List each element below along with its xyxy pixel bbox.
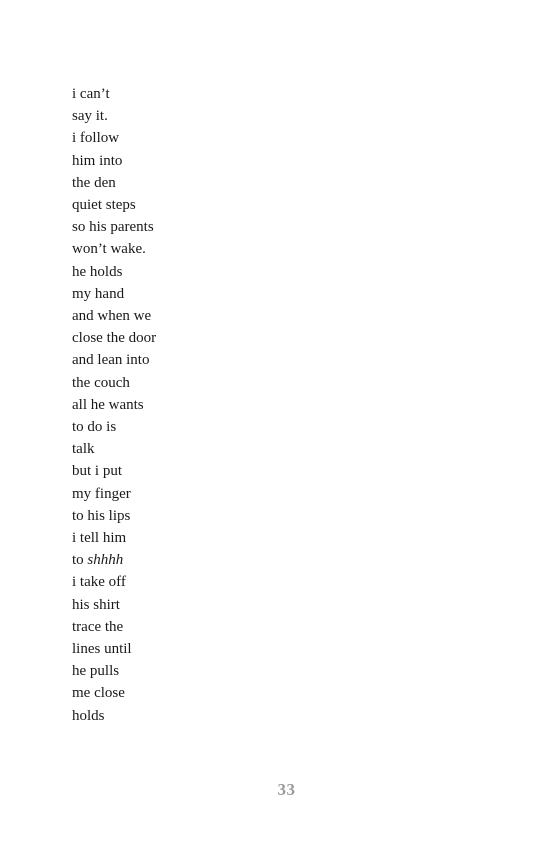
- poem-line: but i put: [72, 463, 123, 480]
- poem-line: he holds: [72, 263, 123, 280]
- poem-line: the den: [72, 174, 116, 191]
- poem-line: quiet steps: [72, 197, 136, 214]
- poem-line: his shirt: [72, 596, 120, 613]
- poem-line: i can’t: [72, 86, 110, 102]
- poem-line: won’t wake.: [72, 241, 146, 258]
- poem-line: my finger: [72, 485, 131, 502]
- poem-text: [72, 83, 156, 727]
- italic-word: shhhh: [87, 552, 124, 569]
- poem-line: he pulls: [72, 663, 120, 680]
- poem-line: him into: [72, 152, 123, 169]
- poem-line: all he wants: [72, 396, 144, 413]
- poem-line: lines until: [72, 641, 132, 658]
- poem-line: me close: [72, 685, 125, 702]
- poem-line: i take off: [72, 574, 126, 591]
- poem-line: to do is: [72, 419, 117, 436]
- poem-line: holds: [72, 707, 105, 724]
- poem-line: to his lips: [72, 507, 131, 524]
- poem-line: i tell him: [72, 530, 127, 547]
- poem-line: so his parents: [72, 219, 154, 236]
- poem-line-italic: [72, 549, 156, 571]
- poem-line: and lean into: [72, 352, 150, 369]
- poem-line: i follow: [72, 130, 120, 147]
- poem-line: trace the: [72, 618, 124, 635]
- poem-line: close the door: [72, 330, 157, 347]
- poem-line: say it.: [72, 108, 108, 125]
- poem-line-prefix: to: [72, 552, 88, 569]
- poem-line: talk: [72, 441, 95, 458]
- poem-line: and when we: [72, 308, 152, 325]
- page-number: 33: [277, 780, 296, 799]
- poem-line: my hand: [72, 285, 125, 302]
- poem-line: the couch: [72, 374, 130, 391]
